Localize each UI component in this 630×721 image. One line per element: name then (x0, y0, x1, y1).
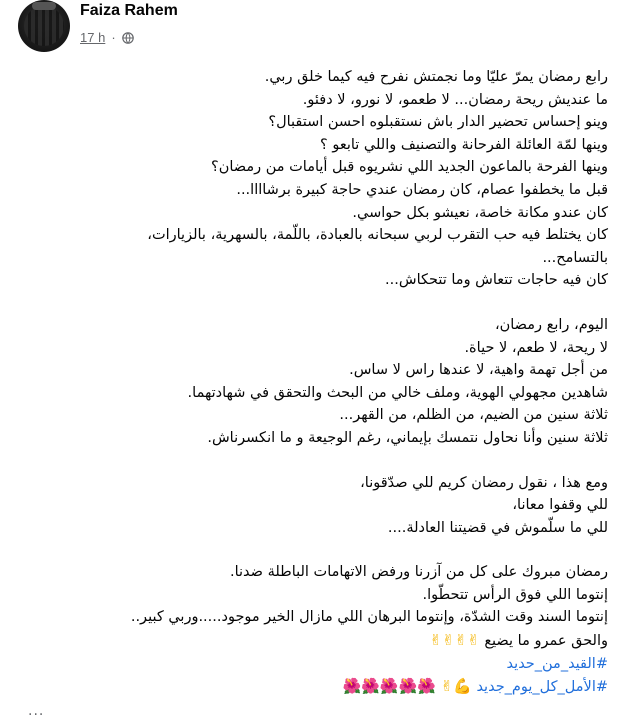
post-line: كان فيه حاجات تتعاش وما تتحكاش... (385, 272, 608, 289)
victory-hand-icon: ✌✌✌✌ (429, 631, 480, 650)
post-line: ومع هذا ، نقول رمضان كريم للي صدّقونا، (360, 474, 608, 491)
paragraph-3 (128, 472, 608, 540)
post-meta (80, 30, 134, 45)
post-line: كان يختلط فيه حب التقرب لربي سبحانه بالعبادة، باللّمة، بالسهرية، بالزيارات، (147, 227, 608, 244)
post-line: وينو إحساس تحضير الدار باش نستقبلوه احسن استقبال؟ (268, 114, 608, 131)
paragraph-1 (128, 66, 608, 292)
post-line: بالتسامح... (542, 249, 608, 266)
paragraph-2 (128, 314, 608, 450)
avatar-image (24, 6, 64, 46)
post-line: للي وقفوا معانا، (512, 497, 608, 514)
post-line: والحق عمرو ما يضيع (484, 633, 608, 650)
post-body (128, 66, 608, 699)
hashtag-link-2[interactable]: #الأمل_كل_يوم_جديد (476, 679, 608, 696)
post-line-with-emoji (128, 629, 608, 653)
post-line: رمضان مبروك على كل من آزرنا ورفض الاتهامات الباطلة ضدنا. (229, 564, 608, 581)
globe-icon[interactable] (122, 32, 134, 44)
post-line: من أجل تهمة واهية، لا عندها راس لا ساس. (349, 362, 608, 379)
post-line: وينها الفرحة بالماعون الجديد اللي نشريوه قبل أيامات من رمضان؟ (211, 159, 608, 176)
paragraph-4 (128, 561, 608, 699)
post-line: إنتوما السند وقت الشدّة، وإنتوما البرهان اللي مازال الخير موجود.....وربي كبير.. (130, 609, 608, 626)
hibiscus-flower-icon: 🌺🌺🌺🌺🌺 (342, 677, 436, 696)
flexed-biceps-icon: 💪✌ (440, 677, 472, 696)
post-line: شاهدين مجهولي الهوية، وملف خالي من البحث والتحقق في شهادتهما. (187, 384, 608, 401)
post-line: وينها لمّة العائلة الفرحانة والتصنيف واللي تابعو ؟ (320, 136, 608, 153)
avatar[interactable] (18, 0, 70, 52)
post-line: إنتوما اللي فوق الرأس تتحطّوا. (422, 586, 608, 603)
post-line: ثلاثة سنين وأنا نحاول نتمسك بإيماني، رغم الوجيعة و ما انكسرناش. (207, 429, 608, 446)
post-line: ما عنديش ريحة رمضان... لا طعمو، لا نورو، لا دفئو. (302, 91, 608, 108)
post-line: قبل ما يخطفوا عصام، كان رمضان عندي حاجة كبيرة برشاااا... (236, 181, 608, 198)
post-line: لا ريحة، لا طعم، لا حياة. (464, 339, 608, 356)
post-line: اليوم، رابع رمضان، (494, 316, 608, 333)
post-line: كان عندو مكانة خاصة، نعيشو بكل حواسي. (352, 204, 608, 221)
avatar-logo (32, 2, 56, 10)
post-line: ثلاثة سنين من الضيم، من الظلم، من القهر... (339, 407, 608, 424)
post-header (0, 0, 630, 60)
post-line: للي ما سلّموش في قضيتنا العادلة.... (387, 519, 608, 536)
post-line: رابع رمضان يمرّ عليّا وما نجمتش نفرح فيه كيما خلق ربي. (264, 69, 608, 85)
post-time[interactable]: 17 h (80, 30, 106, 45)
hashtag-line-2 (128, 675, 608, 699)
hashtag-link-1[interactable]: #القيد_من_حديد (506, 655, 608, 672)
author-name[interactable]: Faiza Rahem (80, 2, 178, 19)
more-indicator: ... (28, 703, 45, 719)
meta-separator: · (111, 30, 116, 45)
